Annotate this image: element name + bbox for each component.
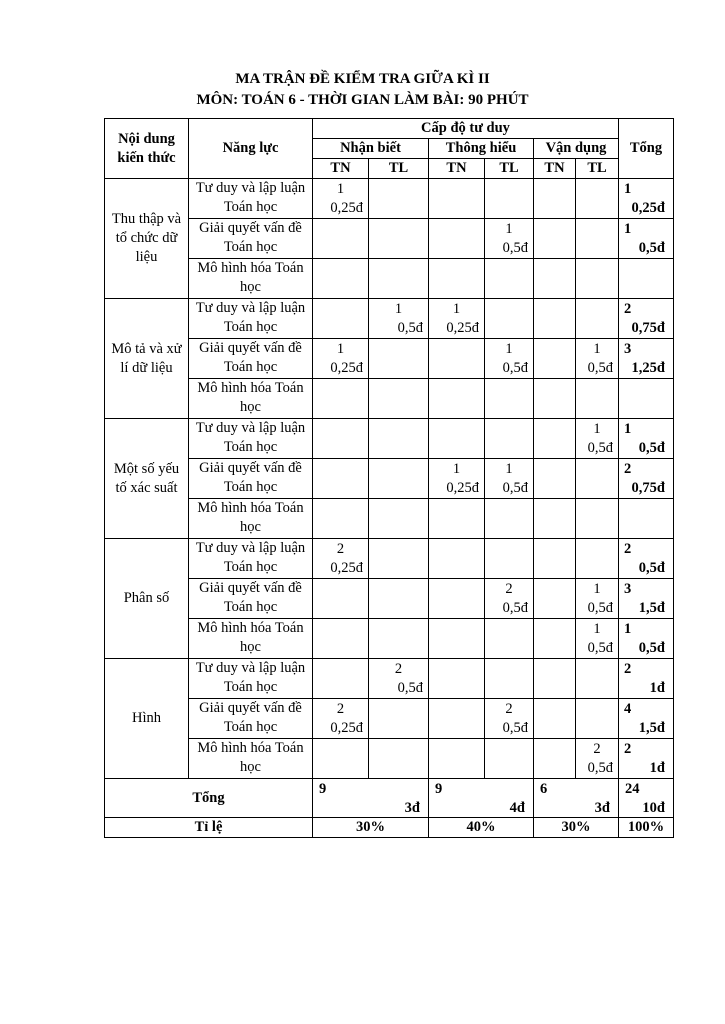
table-row [105,259,674,299]
ratio-recognize: 30% [313,818,429,838]
header-tl: TL [485,159,534,179]
competency-name: Tư duy và lập luận Toán học [189,659,313,699]
row-total-count: 4 [624,701,632,717]
row-total-count: 3 [624,341,632,357]
header-total: Tổng [619,119,674,179]
row-total-score: 0,75đ [631,320,665,336]
cell-recognize-tn-count: 2 [336,541,345,557]
ratio-understand: 40% [429,818,534,838]
cell-recognize-tn-score: 0,25đ [330,720,363,736]
competency-name: Tư duy và lập luận Toán học [189,539,313,579]
row-total-score: 0,5đ [638,240,665,256]
row-total-count: 2 [624,661,632,677]
table-row [105,219,674,259]
header-apply: Vận dụng [534,139,619,159]
cell-recognize-tl-score: 0,5đ [397,320,423,336]
table-row [105,179,674,219]
row-total-count: 1 [624,181,632,197]
cell-understand-tl-count: 1 [505,221,513,237]
table-row [105,299,674,339]
summary-grand-count: 24 [625,781,640,797]
ratio-apply: 30% [534,818,619,838]
cell-recognize-tl-count: 1 [394,301,403,317]
summary-understand-score: 4đ [509,800,525,816]
summary-understand-count: 9 [435,781,443,797]
summary-recognize-count: 9 [319,781,327,797]
cell-apply-tl-count: 1 [593,421,601,437]
cell-recognize-tn-count: 2 [336,701,345,717]
table-row [105,379,674,419]
row-total-count: 1 [624,221,632,237]
cell-apply-tl-count: 2 [593,741,601,757]
cell-apply-tl-score: 0,5đ [587,640,613,656]
header-recognize: Nhận biết [313,139,429,159]
topic-name: Mô tả và xử lí dữ liệu [105,299,189,419]
row-total-count: 2 [624,541,632,557]
cell-recognize-tn-score: 0,25đ [330,360,363,376]
cell-understand-tl-count: 2 [505,701,513,717]
row-total-count: 1 [624,421,632,437]
competency-name: Tư duy và lập luận Toán học [189,299,313,339]
competency-name: Giải quyết vấn đề Toán học [189,219,313,259]
summary-apply-count: 6 [540,781,548,797]
row-total-count: 2 [624,301,632,317]
cell-recognize-tn-count: 1 [336,181,345,197]
cell-apply-tl-count: 1 [593,341,601,357]
cell-apply-tl-score: 0,5đ [587,600,613,616]
ratio-label: Tỉ lệ [105,818,313,838]
cell-apply-tl-count: 1 [593,581,601,597]
cell-apply-tl-count: 1 [593,621,601,637]
cell-understand-tl-score: 0,5đ [502,600,528,616]
row-total-score: 1,5đ [638,600,665,616]
page-title: MA TRẬN ĐỀ KIỂM TRA GIỮA KÌ II [235,71,490,87]
row-total-score: 0,5đ [638,560,665,576]
cell-understand-tn-score: 0,25đ [446,480,479,496]
topic-name: Hình [105,659,189,779]
row-total-count: 3 [624,581,632,597]
competency-name: Giải quyết vấn đề Toán học [189,339,313,379]
row-total-count: 2 [624,741,632,757]
header-understand: Thông hiểu [429,139,534,159]
table-row [105,339,674,379]
row-total-count: 1 [624,621,632,637]
summary-apply-score: 3đ [594,800,610,816]
table-row [105,739,674,779]
cell-apply-tl-score: 0,5đ [587,440,613,456]
table-row [105,619,674,659]
summary-grand-score: 10đ [642,800,665,816]
row-total-score: 1,25đ [631,360,665,376]
header-tn: TN [313,159,369,179]
row-total-score: 0,5đ [638,440,665,456]
header-tl: TL [369,159,429,179]
row-total-score: 1đ [649,680,665,696]
cell-understand-tl-count: 2 [505,581,513,597]
table-row [105,499,674,539]
summary-recognize-score: 3đ [404,800,420,816]
cell-understand-tl-score: 0,5đ [502,360,528,376]
row-total-score: 0,5đ [638,640,665,656]
table-row [105,539,674,579]
cell-recognize-tn-score: 0,25đ [330,200,363,216]
competency-name: Mô hình hóa Toán học [189,259,313,299]
row-total-score: 0,25đ [631,200,665,216]
row-total-score: 1đ [649,760,665,776]
competency-name: Mô hình hóa Toán học [189,499,313,539]
cell-recognize-tn-count: 1 [336,341,345,357]
header-tn: TN [429,159,485,179]
row-total-score: 1,5đ [638,720,665,736]
cell-understand-tn-score: 0,25đ [446,320,479,336]
cell-understand-tl-score: 0,5đ [502,720,528,736]
topic-name: Một số yếu tố xác suất [105,419,189,539]
topic-name: Phân số [105,539,189,659]
summary-total-label: Tổng [105,779,313,818]
header-tl: TL [576,159,619,179]
table-row [105,419,674,459]
table-row [105,579,674,619]
competency-name: Mô hình hóa Toán học [189,619,313,659]
topic-name: Thu thập và tổ chức dữ liệu [105,179,189,299]
header-level: Cấp độ tư duy [313,119,619,139]
page-subtitle: MÔN: TOÁN 6 - THỜI GIAN LÀM BÀI: 90 PHÚT [196,92,529,108]
cell-apply-tl-score: 0,5đ [587,360,613,376]
competency-name: Tư duy và lập luận Toán học [189,419,313,459]
cell-understand-tn-count: 1 [452,301,461,317]
cell-understand-tl-score: 0,5đ [502,480,528,496]
exam-matrix-table [104,118,674,838]
competency-name: Giải quyết vấn đề Toán học [189,579,313,619]
row-total-count: 2 [624,461,632,477]
cell-understand-tl-score: 0,5đ [502,240,528,256]
competency-name: Mô hình hóa Toán học [189,739,313,779]
row-total-score: 0,75đ [631,480,665,496]
cell-understand-tl-count: 1 [505,341,513,357]
cell-recognize-tl-count: 2 [394,661,403,677]
cell-recognize-tn-score: 0,25đ [330,560,363,576]
header-content: Nội dung kiến thức [105,119,189,179]
header-competency: Năng lực [189,119,313,179]
competency-name: Giải quyết vấn đề Toán học [189,459,313,499]
cell-understand-tn-count: 1 [452,461,461,477]
cell-apply-tl-score: 0,5đ [587,760,613,776]
cell-understand-tl-count: 1 [505,461,513,477]
cell-recognize-tl-score: 0,5đ [397,680,423,696]
table-row [105,459,674,499]
table-row [105,699,674,739]
header-tn: TN [534,159,576,179]
competency-name: Mô hình hóa Toán học [189,379,313,419]
table-row [105,659,674,699]
competency-name: Giải quyết vấn đề Toán học [189,699,313,739]
ratio-total: 100% [619,818,674,838]
competency-name: Tư duy và lập luận Toán học [189,179,313,219]
